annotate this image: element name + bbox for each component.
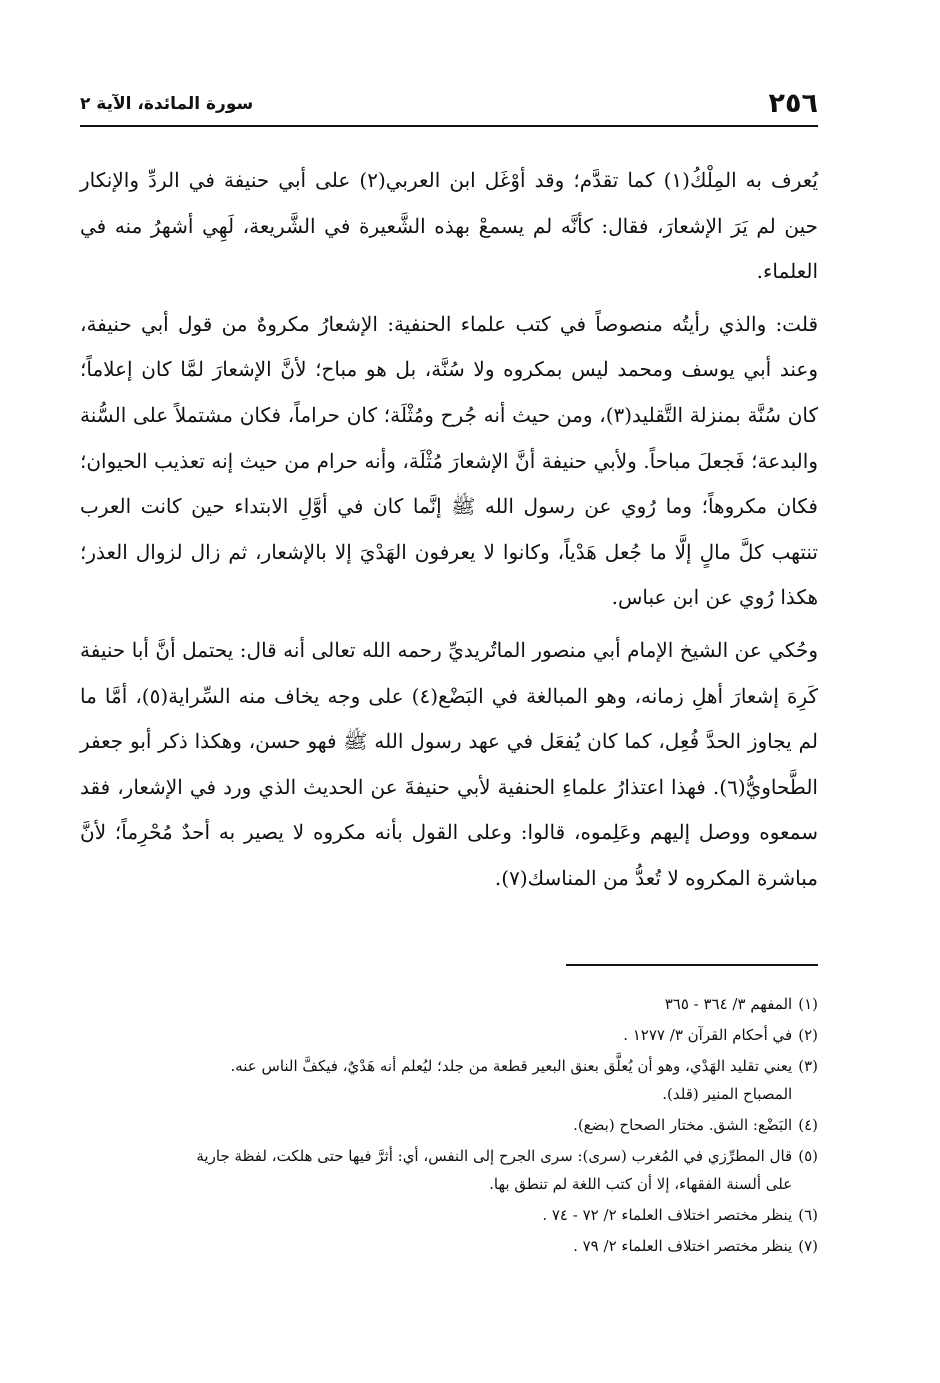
footnote	[80, 990, 818, 1018]
header-divider	[80, 125, 818, 127]
footnote-text: في أحكام القرآن ٣/ ١٢٧٧ .	[623, 1026, 793, 1044]
page-header	[80, 88, 818, 120]
footnote-text: البَضْع: الشق. مختار الصحاح (بضع).	[573, 1116, 793, 1134]
paragraph: وحُكي عن الشيخ الإمام أبي منصور الماتُريديِّ رحمه الله تعالى أنه قال: يحتمل أنَّ أبا حنيفة كَرِهَ إشعارَ أهلِ زمانه، وهو المبالغة في البَضْع(٤) على وجه يخاف منه السِّراية(٥)، أمَّا ما لم يجاوز الحدَّ فُعِل، كما كان يُفعَل في عهد رسول الله ﷺ فهو حسن، وهكذا ذكر أبو جعفر الطَّحاويُّ(٦). فهذا اعتذارُ علماءِ الحنفية لأبي حنيفةَ عن الحديث الذي ورد في الإشعار، فقد سمعوه ووصل إليهم وعَلِموه، قالوا: وعلى القول بأنه مكروه لا يصير به أحدٌ مُحْرِماً؛ لأنَّ مباشرة المكروه لا تُعدُّ من المناسك(٧).	[80, 637, 818, 890]
paragraph: يُعرف به المِلْكُ(١) كما تقدَّم؛ وقد أوْغَل ابن العربي(٢) على أبي حنيفة في الردِّ والإنكار حين لم يَرَ الإشعارَ، فقال: كأنَّه لم يسمعْ بهذه الشَّعيرة في الشَّريعة، لَهِي أشهرُ منه في العلماء.	[80, 168, 818, 284]
footnote	[80, 1232, 818, 1260]
footnote-body	[80, 1052, 792, 1108]
footnote-number: (٧)	[798, 1237, 818, 1255]
page-number: ٢٥٦	[768, 88, 818, 119]
footnote-text: المفهم ٣/ ٣٦٤ - ٣٦٥	[664, 995, 793, 1013]
footnote-number: (١)	[798, 995, 818, 1013]
footnote-number: (٥)	[798, 1147, 818, 1165]
footnote-number: (٦)	[798, 1206, 818, 1224]
footnote-text: قال المطرِّزي في المُغرب (سرى): سرى الجرح إلى النفس، أي: أثرَّ فيها حتى هلكت، لفظة جارية	[196, 1147, 793, 1165]
footnote	[80, 1052, 818, 1108]
footnote-number: (٢)	[798, 1026, 818, 1044]
footnote-text: يعني تقليد الهَدْي، وهو أن يُعلَّق بعنق البعير قطعة من جلد؛ ليُعلم أنه هَدْيٌ، فيكفَّ الناس عنه.	[230, 1057, 793, 1075]
footnote	[80, 1021, 818, 1049]
main-text	[80, 158, 818, 909]
footnotes	[80, 990, 818, 1263]
paragraph: قلت: والذي رأيتُه منصوصاً في كتب علماء الحنفية: الإشعارُ مكروهٌ من قول أبي حنيفة، وعند أبي يوسف ومحمد ليس بمكروه ولا سُنَّة، بل هو مباح؛ لأنَّ الإشعارَ لمَّا كان إعلاماً؛ كان سُنَّة بمنزلة التَّقليد(٣)، ومن حيث أنه جُرح ومُثْلَة؛ كان حراماً، فكان مشتملاً على السُّنة والبدعة؛ فَجعلَ مباحاً. ولأبي حنيفة أنَّ الإشعارَ مُثْلَة، وأنه حرام من حيث إنه تعذيب الحيوان؛ فكان مكروهاً؛ وما رُوي عن رسول الله ﷺ إنَّما كان في أوَّلِ الابتداء حين كانت العرب تنتهب كلَّ مالٍ إلَّا ما جُعل هَدْياً، وكانوا لا يعرفون الهَدْيَ إلا بالإشعار، ثم زال لزوال العذر؛ هكذا رُوي عن ابن عباس.	[80, 311, 818, 610]
footnote-text: ينظر مختصر اختلاف العلماء ٢/ ٧٢ - ٧٤ .	[542, 1206, 793, 1224]
footnote	[80, 1111, 818, 1139]
footnote-number: (٤)	[798, 1116, 818, 1134]
running-title: سورة المائدة، الآية ٢	[80, 94, 254, 114]
footnote-divider	[566, 964, 818, 966]
footnote-number: (٣)	[798, 1057, 818, 1075]
footnote-text-continued: على ألسنة الفقهاء، إلا أن كتب اللغة لم تنطق بها.	[489, 1175, 793, 1193]
footnote-body	[80, 1142, 792, 1198]
footnote-text: ينظر مختصر اختلاف العلماء ٢/ ٧٩ .	[573, 1237, 793, 1255]
footnote	[80, 1201, 818, 1229]
footnote	[80, 1142, 818, 1198]
footnote-text-continued: المصباح المنير (قلد).	[662, 1085, 793, 1103]
